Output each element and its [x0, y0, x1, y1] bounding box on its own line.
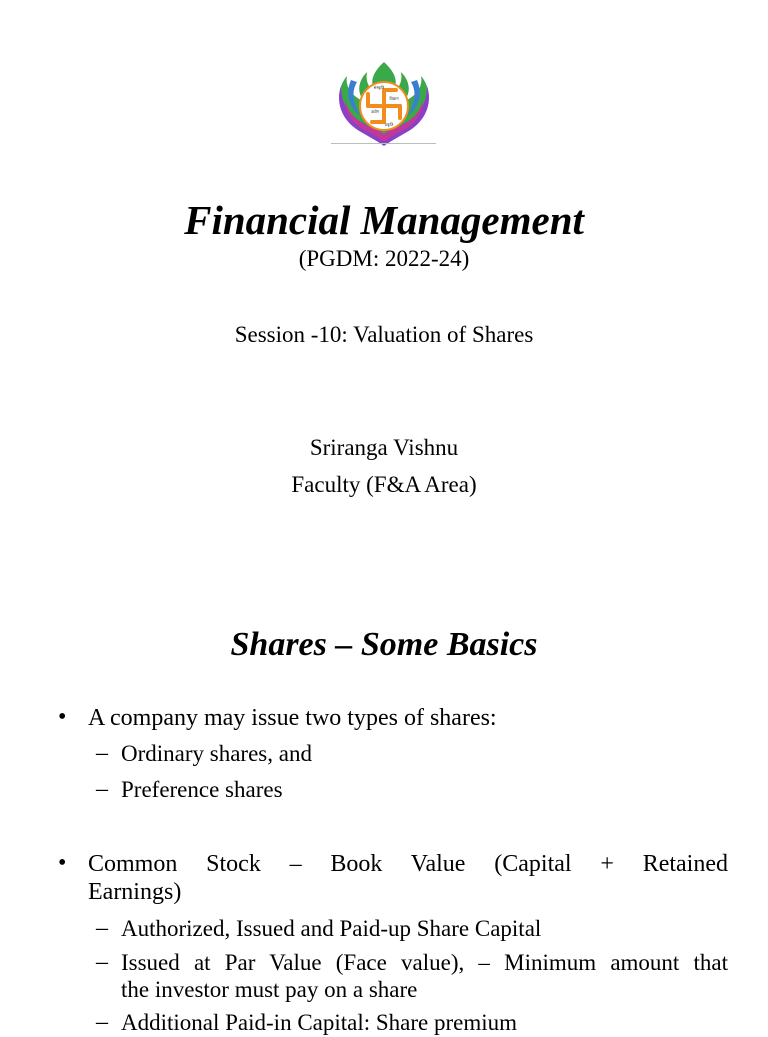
- bullet-text-line1: Common Stock – Book Value (Capital + Retained: [88, 851, 728, 877]
- subitem-text: Preference shares: [121, 777, 283, 802]
- bullet-symbol: •: [58, 850, 67, 876]
- logo-word-2: विज्ञान: [389, 96, 399, 101]
- subitem-text: Issued at Par Value (Face value), – Minimum amount that: [121, 950, 728, 975]
- dash-symbol: –: [96, 776, 108, 802]
- bullet-text-line2: Earnings): [88, 879, 182, 905]
- subitem-text: Ordinary shares, and: [121, 741, 312, 766]
- institute-logo-icon: [331, 60, 437, 148]
- subitem-text: Authorized, Issued and Paid-up Share Capital: [121, 916, 542, 941]
- session-title: Session -10: Valuation of Shares: [234, 322, 534, 347]
- program-subtitle: (PGDM: 2022-24): [298, 246, 470, 271]
- dash-symbol: –: [96, 949, 108, 975]
- logo-word-1: संस्कृति: [373, 85, 385, 90]
- slide2-title: Shares – Some Basics: [230, 626, 538, 663]
- author-role: Faculty (F&A Area): [291, 472, 477, 497]
- subitem-text-cont: the investor must pay on a share: [121, 977, 418, 1002]
- bullet-text: A company may issue two types of shares:: [88, 705, 497, 731]
- dash-symbol: –: [96, 740, 108, 766]
- dash-symbol: –: [96, 915, 108, 941]
- logo-divider: [331, 143, 436, 144]
- subitem-text: Additional Paid-in Capital: Share premium: [121, 1010, 518, 1035]
- slide-title: Financial Management: [184, 197, 584, 243]
- logo-word-4: प्रकृति: [384, 122, 394, 127]
- author-name: Sriranga Vishnu: [309, 435, 459, 460]
- logo-word-3: उद्योग: [371, 109, 379, 114]
- dash-symbol: –: [96, 1009, 108, 1035]
- bullet-symbol: •: [58, 704, 67, 730]
